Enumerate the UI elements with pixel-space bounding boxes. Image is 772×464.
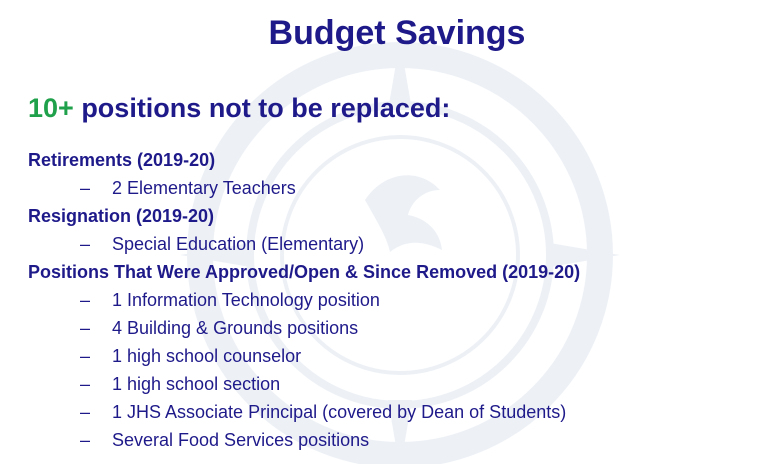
list-item-text: 1 JHS Associate Principal (covered by Dean of Students) bbox=[112, 402, 567, 422]
bullet-dash: – bbox=[80, 346, 91, 366]
list-item bbox=[28, 230, 762, 258]
section-heading-retirements: Retirements (2019-20) bbox=[28, 150, 216, 170]
list-item-text: 1 Information Technology position bbox=[112, 290, 380, 310]
list-item bbox=[28, 342, 762, 370]
bullet-dash: – bbox=[80, 402, 91, 422]
list-item bbox=[28, 426, 762, 454]
list-item-text: 1 high school section bbox=[112, 374, 281, 394]
bullet-dash: – bbox=[80, 318, 91, 338]
headline-text: positions not to be replaced: bbox=[73, 93, 451, 123]
bullet-dash: – bbox=[80, 290, 91, 310]
list-item-text: 1 high school counselor bbox=[112, 346, 302, 366]
list-item-text: 2 Elementary Teachers bbox=[112, 178, 296, 198]
headline-number: 10+ bbox=[28, 93, 74, 123]
bullet-dash: – bbox=[80, 430, 91, 450]
list-item bbox=[28, 314, 762, 342]
list-item-text: 4 Building & Grounds positions bbox=[112, 318, 359, 338]
headline bbox=[28, 93, 450, 124]
list-item-text: Special Education (Elementary) bbox=[112, 234, 365, 254]
list-item bbox=[28, 286, 762, 314]
list-item bbox=[28, 174, 762, 202]
bullet-dash: – bbox=[80, 178, 91, 198]
bullet-dash: – bbox=[80, 374, 91, 394]
section-heading-positions-removed: Positions That Were Approved/Open & Since Removed (2019-20) bbox=[28, 262, 581, 282]
list-item bbox=[28, 370, 762, 398]
bullet-dash: – bbox=[80, 234, 91, 254]
list-item-text: Several Food Services positions bbox=[112, 430, 370, 450]
content-list bbox=[28, 146, 762, 454]
list-item bbox=[28, 398, 762, 426]
slide-title: Budget Savings bbox=[268, 14, 526, 52]
section-heading-resignation: Resignation (2019-20) bbox=[28, 206, 215, 226]
